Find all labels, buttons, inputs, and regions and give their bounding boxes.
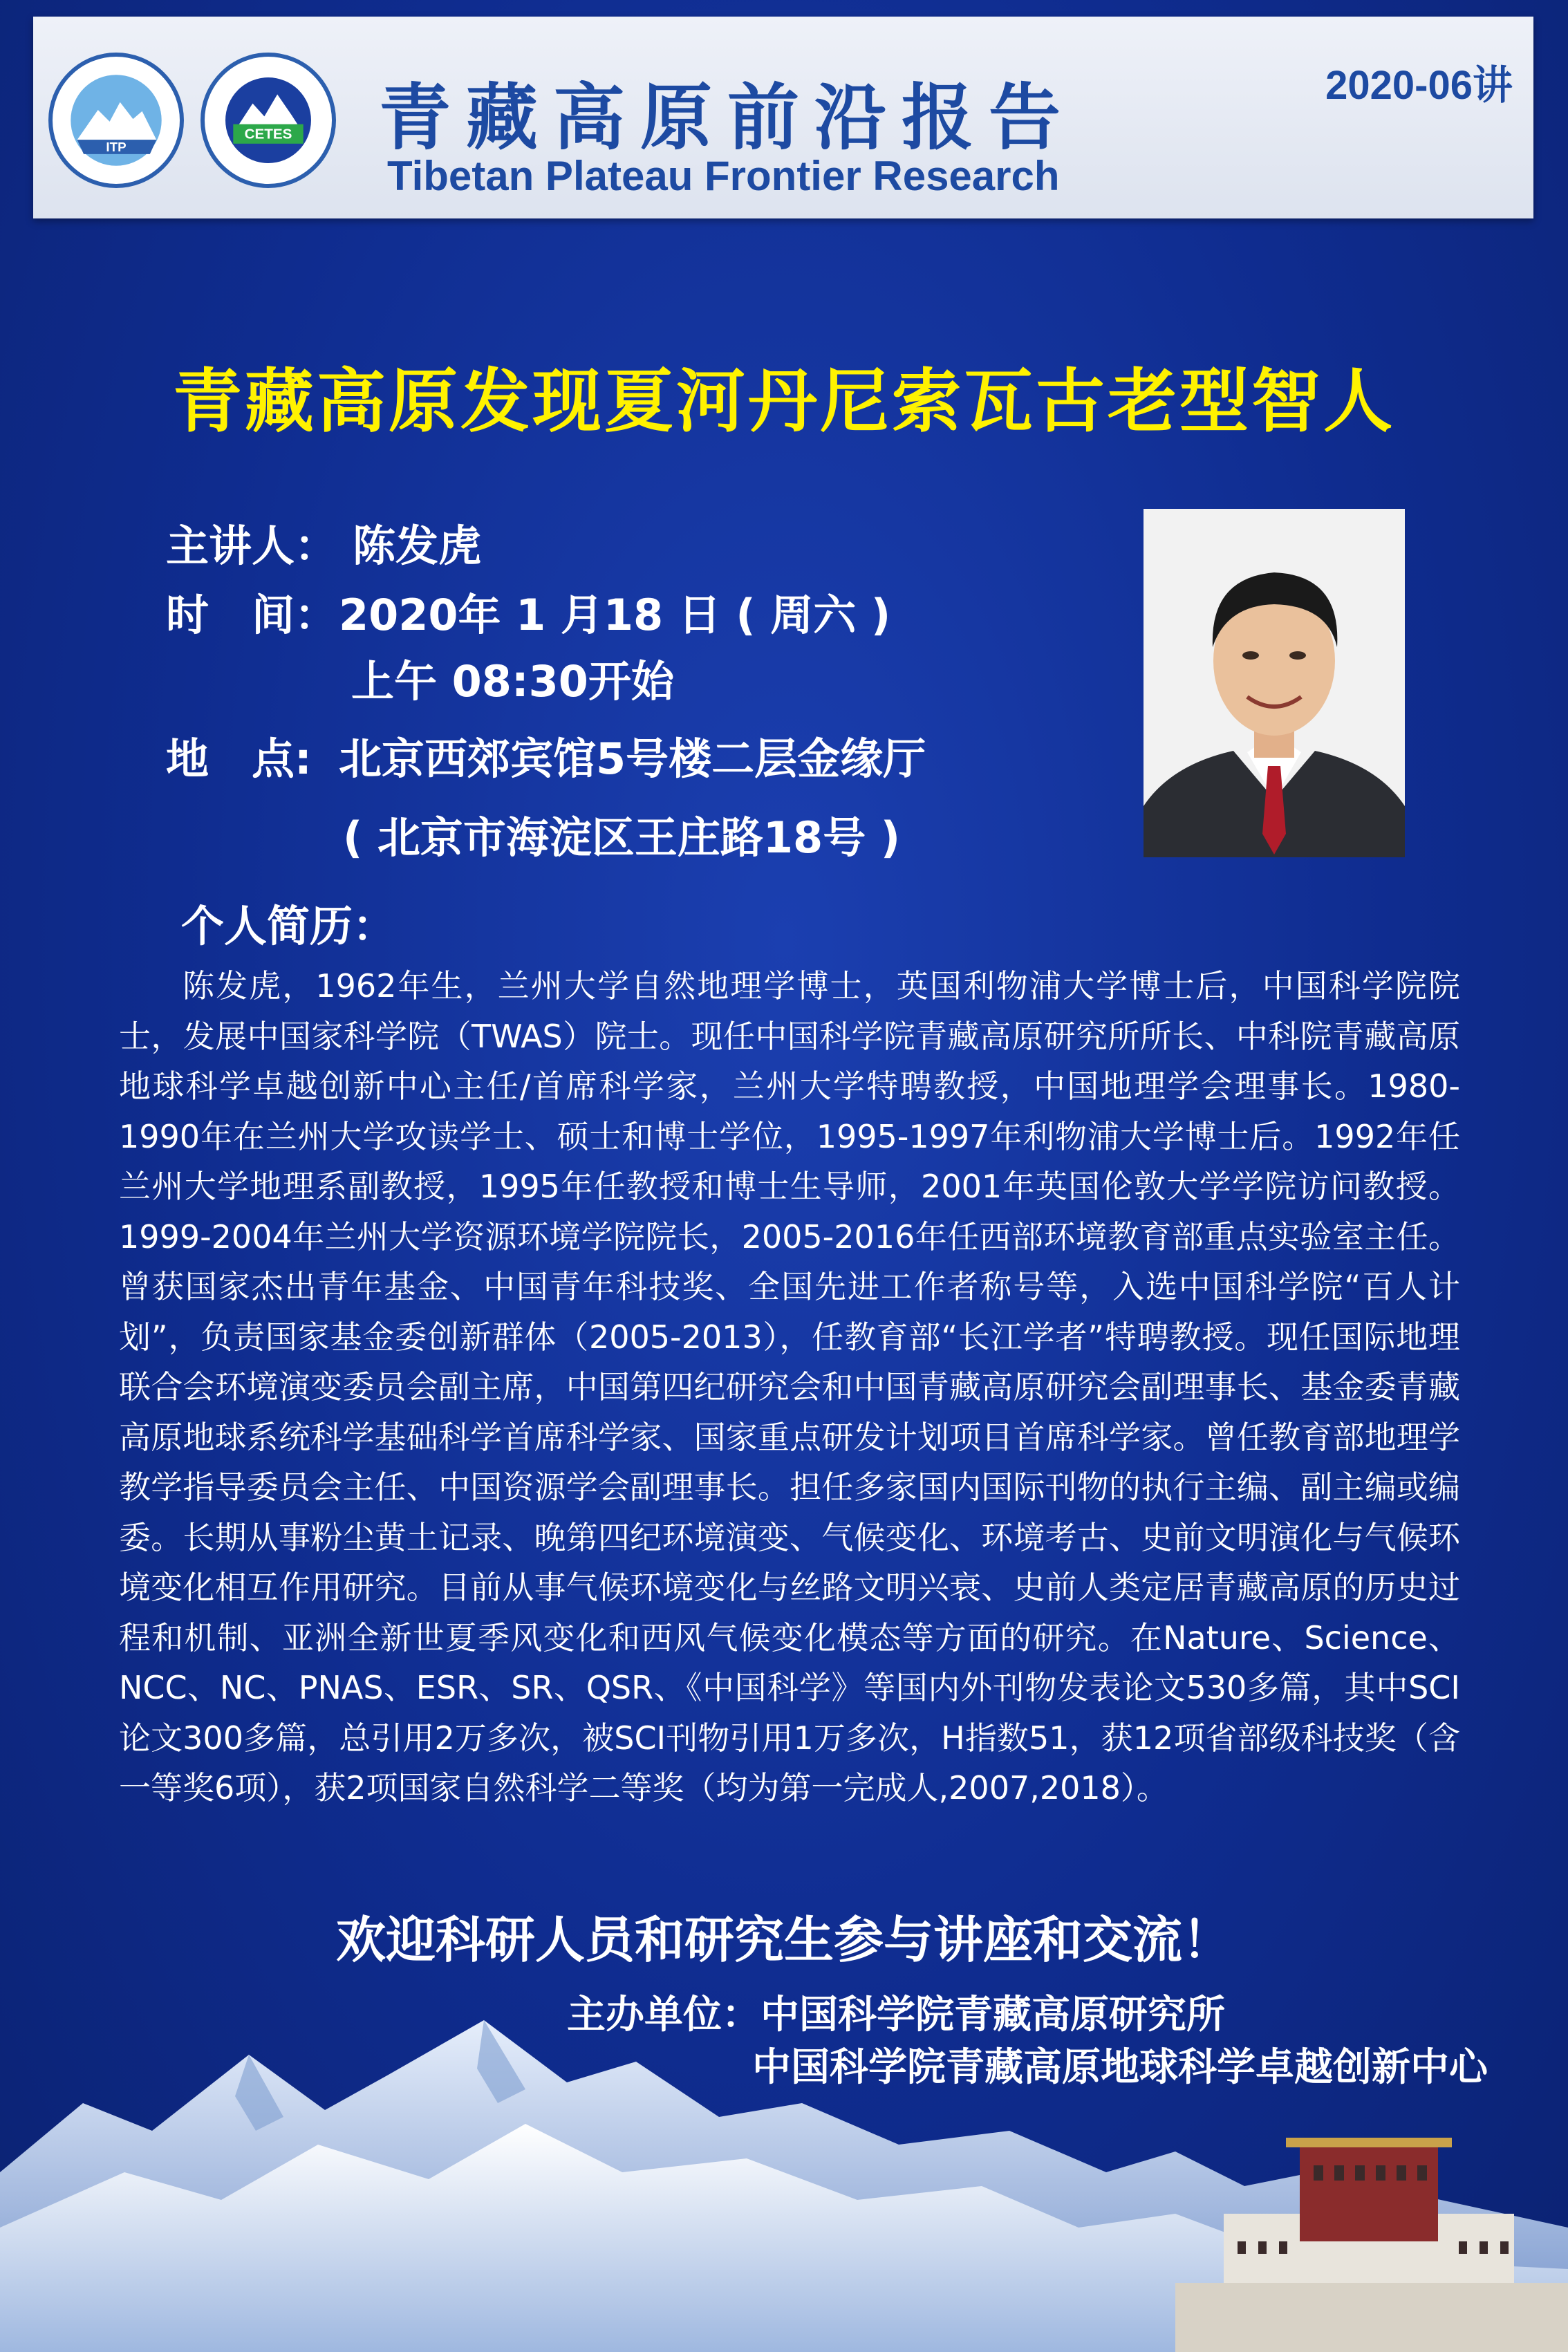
palace-red-core xyxy=(1300,2145,1438,2241)
speaker-line xyxy=(166,512,481,573)
place-venue: 北京西郊宾馆5号楼二层金缘厅 xyxy=(339,734,926,784)
lecture-title: 青藏高原发现夏河丹尼索瓦古老型智人 xyxy=(173,361,1395,442)
welcome-message: 欢迎科研人员和研究生参与讲座和交流！ xyxy=(335,1911,1232,1969)
time-label: 时 间： xyxy=(166,590,338,640)
place-address: ( 北京市海淀区王庄路18号 ) xyxy=(343,812,901,863)
itp-logo xyxy=(48,53,184,188)
organizer-label: 主办单位： xyxy=(567,1992,760,2037)
bio-text: 陈发虎，1962年生，兰州大学自然地理学博士，英国利物浦大学博士后，中国科学院院士，发展中国家科学院（TWAS）院士。现任中国科学院青藏高原研究所所长、中科院青藏高原地球科学卓越创新中心主任/首席科学家，兰州大学特聘教授，中国地理学会理事长。1980-1990年在兰州大学攻读学士、硕士和博士学位，1995-1997年利物浦大学博士后。1992年任兰州大学地理系副教授，1995年任教授和博士生导师，2001年英国伦敦大学学院访问教授。1999-2004年兰州大学资源环境学院院长，2005-2016年任西部环境教育部重点实验室主任。曾获国家杰出青年基金、中国青年科技奖、全国先进工作者称号等，入选中国科学院“百人计划”，负责国家基金委创新群体（2005-2013），任教育部“长江学者”特聘教授。现任国际地理联合会环境演变委员会副主席，中国第四纪研究会和中国青藏高原研究会副理事长、基金委青藏高原地球系统科学基础科学首席科学家、国家重点研发计划项目首席科学家。曾任教育部地理学教学指导委员会主任、中国资源学会副理事长。担任多家国内国际刊物的执行主编、副主编或编委。长期从事粉尘黄土记录、晚第四纪环境演变、气候变化、环境考古、史前文明演化与气候环境变化相互作用研究。目前从事气候环境变化与丝路文明兴衰、史前人类定居青藏高原的历史过程和机制、亚洲全新世夏季风变化和西风气候变化模态等方面的研究。在Nature、Science、NCC、NC、PNAS、ESR、SR、QSR、《中国科学》等国内外刊物发表论文530多篇，其中SCI论文300多篇，总引用2万多次，被SCI刊物引用1万多次，H指数51，获12项省部级科技奖（含一等奖6项），获2项国家自然科学二等奖（均为第一完成人,2007,2018）。 xyxy=(119,967,1460,1807)
time-line xyxy=(166,581,890,642)
cetes-logo xyxy=(200,53,336,188)
issue-number: 2020-06讲 xyxy=(1325,63,1513,108)
series-title-cn: 青藏高原前沿报告 xyxy=(379,75,1076,160)
svg-text:ITP: ITP xyxy=(106,140,127,155)
bio-heading: 个人简历： xyxy=(181,901,396,951)
place-line xyxy=(166,725,926,786)
time-start: 上午 08:30开始 xyxy=(351,656,674,707)
mountain-landscape-illustration xyxy=(0,1965,1568,2352)
time-date: 2020年 1 月18 日 ( 周六 ) xyxy=(339,590,891,640)
organizer-1: 中国科学院青藏高原研究所 xyxy=(760,1992,1225,2037)
speaker-name: 陈发虎 xyxy=(353,521,482,571)
organizer-2: 中国科学院青藏高原地球科学卓越创新中心 xyxy=(752,2045,1488,2090)
speaker-photo xyxy=(1144,509,1405,857)
place-label: 地 点: xyxy=(166,734,312,784)
series-title-en: Tibetan Plateau Frontier Research xyxy=(387,153,1060,199)
header-banner xyxy=(33,17,1533,218)
speaker-label: 主讲人： xyxy=(166,521,338,571)
svg-text:CETES: CETES xyxy=(244,126,292,142)
